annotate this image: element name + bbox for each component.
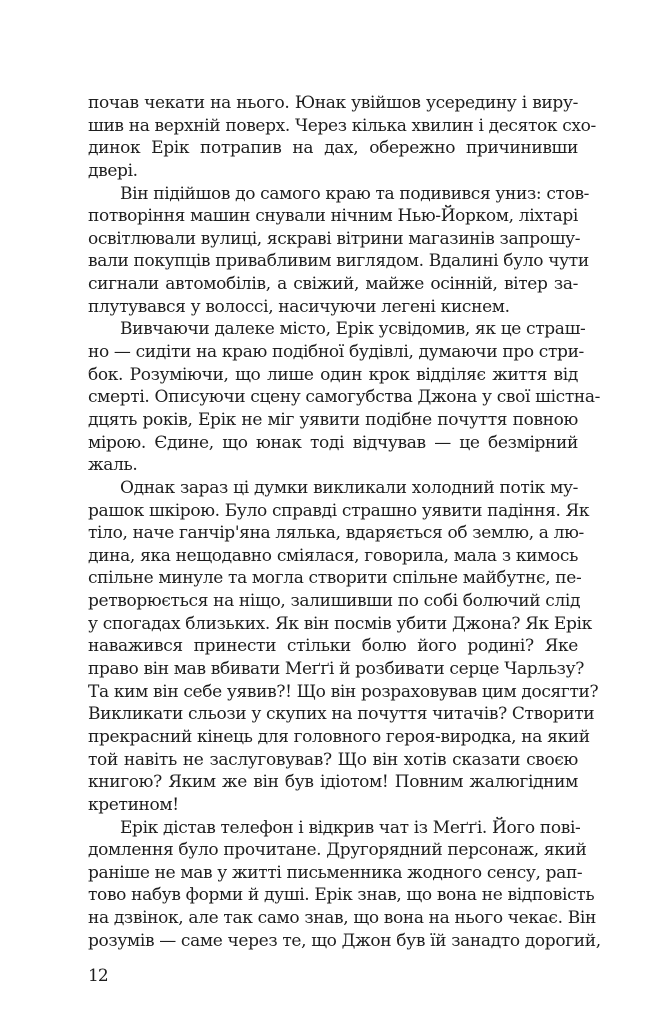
text-line: динок Ерік потрапив на дах, обережно причинивши [88, 138, 578, 159]
text-line: тово набув форми й душі. Ерік знав, що вона не відповість [88, 885, 595, 906]
text-line: Викликати сльози у скупих на почуття читачів? Створити [88, 704, 595, 725]
text-line: Вивчаючи далеке місто, Ерік усвідомив, як це страш- [120, 319, 586, 340]
text-line: Та ким він себе уявив?! Що він розраховував цим досягти? [88, 681, 599, 702]
text-line: сигнали автомобілів, а свіжий, майже осінній, вітер за- [88, 274, 578, 295]
text-line: ретворюється на ніщо, залишивши по собі болючий слід [88, 591, 581, 612]
text-line: смерті. Описуючи сцену самогубства Джона у свої шістна- [88, 387, 601, 408]
text-line: рашок шкірою. Було справді страшно уявити падіння. Як [88, 500, 590, 521]
text-line: Він підійшов до самого краю та подивився униз: стов- [120, 183, 590, 204]
text-line: вали покупців привабливим виглядом. Вдалині було чути [88, 251, 589, 272]
text-line: той навіть не заслуговував? Що він хотів сказати своєю [88, 749, 578, 770]
page-number: 12 [88, 966, 108, 986]
text-line: книгою? Яким же він був ідіотом! Повним жалюгідним [88, 772, 578, 793]
text-line: дина, яка нещодавно сміялася, говорила, мала з кимось [88, 545, 578, 566]
page-body-text [88, 92, 601, 952]
text-line: на дзвінок, але так само знав, що вона на нього чекає. Він [88, 908, 596, 929]
text-line: Ерік дістав телефон і відкрив чат із Меґґі. Його пові- [120, 817, 581, 838]
text-line: шив на верхній поверх. Через кілька хвилин і десяток схо- [88, 115, 596, 136]
text-line: мірою. Єдине, що юнак тоді відчував — це безмірний [88, 432, 578, 453]
text-line: спільне минуле та могла створити спільне майбутнє, пе- [88, 568, 582, 589]
text-line: но — сидіти на краю подібної будівлі, думаючи про стри- [88, 342, 584, 363]
text-line: Однак зараз ці думки викликали холодний потік му- [120, 477, 578, 498]
paragraph [88, 92, 596, 183]
paragraph [88, 817, 601, 953]
text-line: право він мав вбивати Меґґі й розбивати серце Чарльзу? [88, 659, 584, 680]
text-line: почав чекати на нього. Юнак увійшов усередину і виру- [88, 93, 578, 113]
text-line: раніше не мав у житті письменника жодного сенсу, рап- [88, 862, 583, 883]
text-line: плутувався у волоссі, насичуючи легені киснем. [88, 296, 510, 317]
text-line: у спогадах близьких. Як він посмів убити Джона? Як Ерік [88, 613, 592, 634]
text-line: дцять років, Ерік не міг уявити подібне почуття повною [88, 409, 578, 430]
text-line: прекрасний кінець для головного героя-виродка, на який [88, 726, 590, 747]
text-line: освітлювали вулиці, яскраві вітрини магазинів запрошу- [88, 228, 581, 249]
text-line: кретином! [88, 794, 179, 815]
text-line: наважився принести стільки болю його родині? Яке [88, 636, 578, 657]
text-line: потворіння машин снували нічним Нью-Йорком, ліхтарі [88, 206, 578, 227]
text-line: бок. Розуміючи, що лише один крок відділяє життя від [88, 364, 578, 385]
text-line: двері. [88, 160, 138, 181]
paragraph [88, 318, 601, 476]
text-line: розумів — саме через те, що Джон був їй занадто дорогий, [88, 930, 601, 951]
text-line: тіло, наче ганчір'яна лялька, вдаряється об землю, а лю- [88, 523, 584, 544]
text-line: домлення було прочитане. Другорядний персонаж, який [88, 840, 587, 861]
paragraph [88, 183, 590, 319]
text-line: жаль. [88, 455, 138, 476]
paragraph [88, 477, 599, 817]
